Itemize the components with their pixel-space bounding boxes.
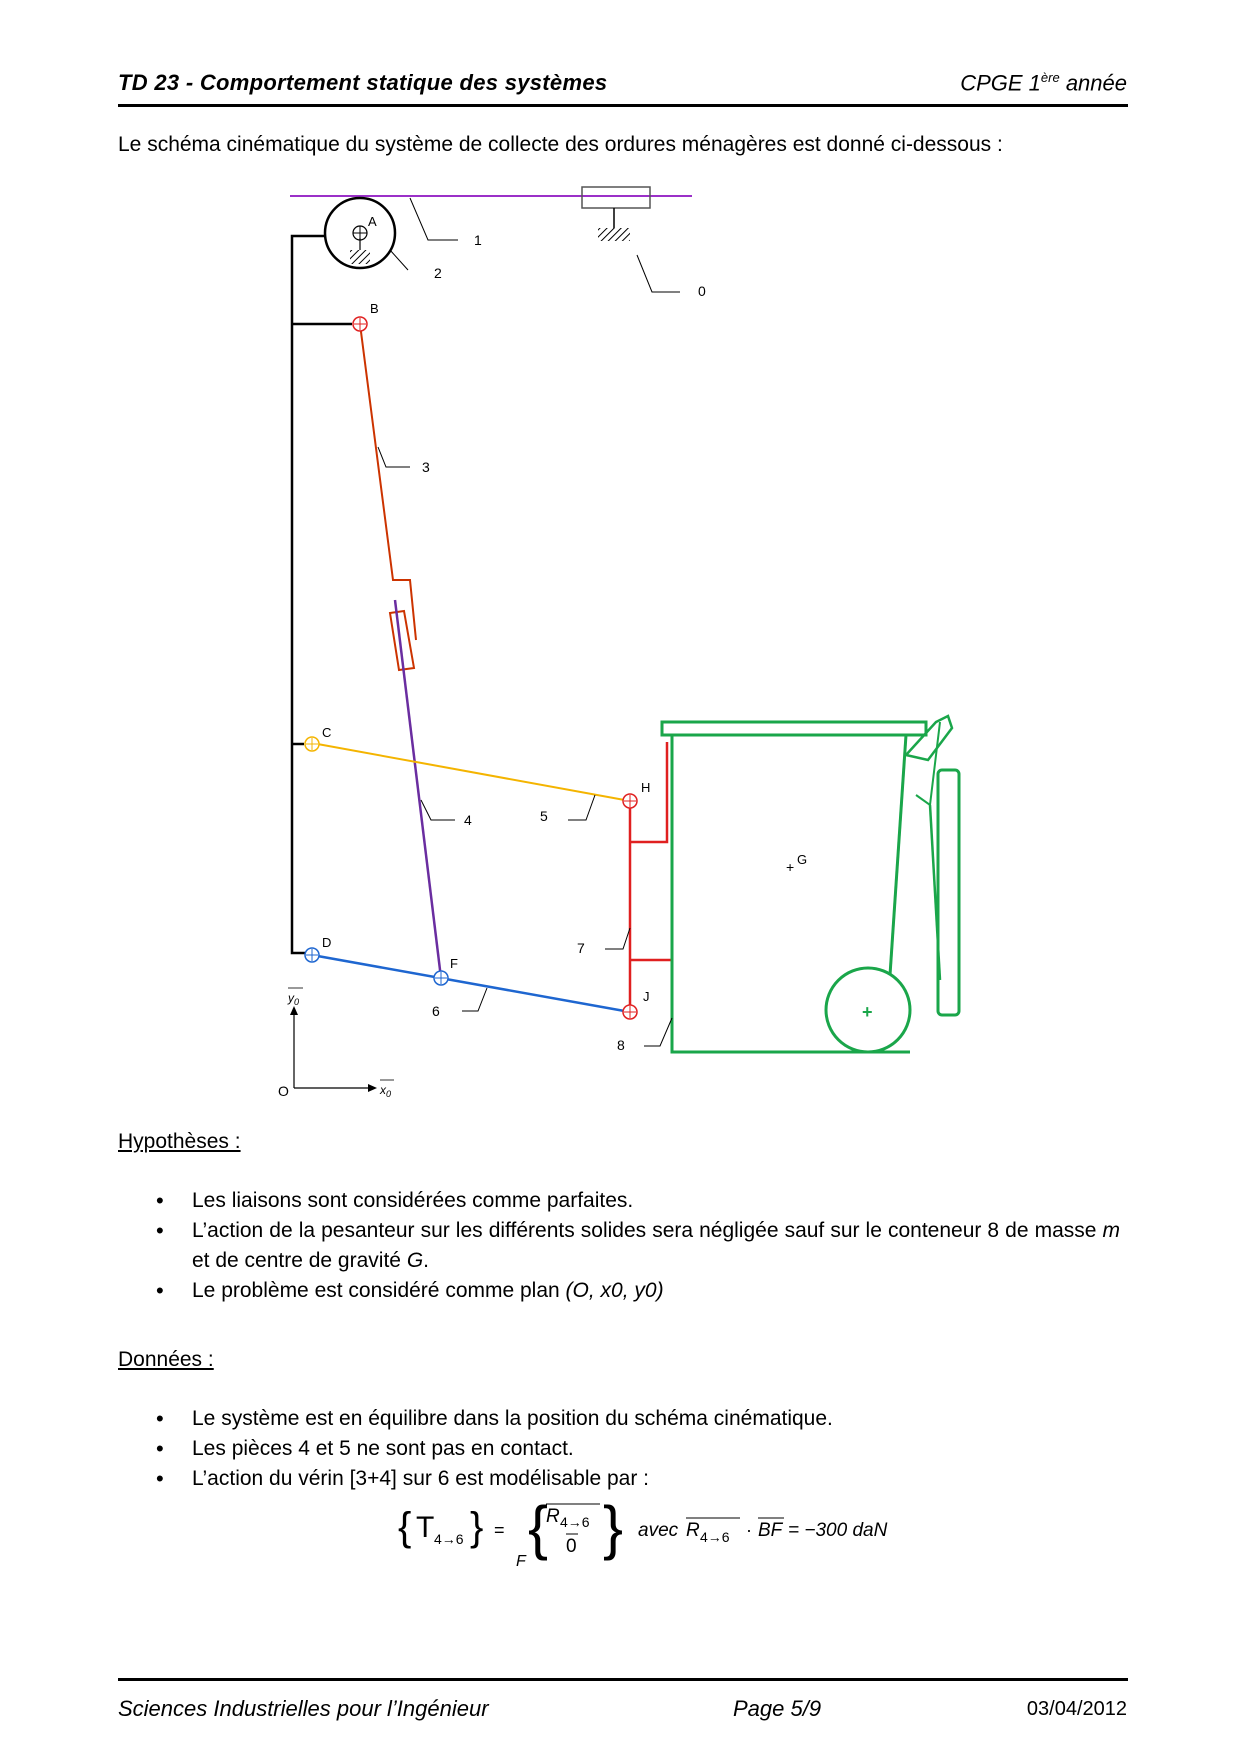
ground-hatch-0 <box>598 228 630 241</box>
pivot-C <box>305 737 319 751</box>
axis-y0-label: $y_0$ <box>288 991 300 1007</box>
label-part7: 7 <box>577 940 585 956</box>
pivot-B <box>353 317 367 331</box>
torseur-subscript: 4→6 <box>434 1531 464 1547</box>
label-A: A <box>368 214 377 229</box>
container-lid <box>662 722 926 735</box>
donnee-item <box>150 1404 1120 1434</box>
footer-rule <box>118 1678 1128 1681</box>
pivot-F <box>434 971 448 985</box>
hypothesis-text: Le problème est considéré comme plan <box>192 1279 560 1302</box>
vector-bf: BF <box>758 1520 783 1541</box>
label-part4: 4 <box>464 812 472 828</box>
resultant-subscript: 4→6 <box>560 1514 590 1530</box>
brace-left: { <box>398 1505 412 1549</box>
brace-right: } <box>470 1505 484 1549</box>
level-suffix: année <box>1059 70 1127 96</box>
moment-zero: 0 <box>566 1536 577 1557</box>
brace-left-2: { <box>528 1494 549 1561</box>
donnee-text: L’action du vérin [3+4] sur 6 est modélisable par : <box>192 1467 650 1490</box>
dot-resultant: R <box>686 1520 700 1541</box>
slider-part0 <box>582 187 650 208</box>
ground-hatch-A <box>350 250 370 264</box>
diagram-labels <box>278 214 807 1099</box>
hypothesis-text: Les liaisons sont considérées comme parfaites. <box>192 1189 634 1212</box>
brace-right-2: } <box>603 1494 624 1561</box>
label-part5: 5 <box>540 808 548 824</box>
label-O: O <box>278 1083 289 1099</box>
hypotheses-title: Hypothèses : <box>118 1130 241 1153</box>
torseur-symbol: T <box>416 1511 435 1544</box>
donnees-title: Données : <box>118 1348 214 1371</box>
label-G: G <box>797 852 808 867</box>
label-H: H <box>641 780 651 795</box>
mass-symbol: m <box>1102 1219 1120 1242</box>
resultant-symbol: R <box>546 1506 560 1527</box>
label-B: B <box>370 301 379 316</box>
equals-sign: = <box>494 1520 505 1540</box>
label-C: C <box>322 725 332 740</box>
label-part2: 2 <box>434 265 442 281</box>
cylinder-body-part3 <box>360 324 416 640</box>
torseur-formula <box>390 1490 950 1570</box>
label-J: J <box>643 989 650 1004</box>
link-part5 <box>312 743 630 801</box>
rod-part4 <box>395 600 441 978</box>
label-part6: 6 <box>432 1003 440 1019</box>
avec-text: avec <box>638 1520 679 1541</box>
hypotheses-list <box>150 1186 1120 1306</box>
hypothesis-item <box>150 1276 1120 1306</box>
gravity-center-mark: + <box>786 859 795 875</box>
pivot-H <box>623 794 637 808</box>
torseur-point: F <box>516 1553 526 1570</box>
container-back <box>890 735 906 975</box>
gravity-symbol: G <box>406 1249 424 1272</box>
hypothesis-text-2: et de centre de gravité <box>192 1249 401 1272</box>
label-part8: 8 <box>617 1037 625 1053</box>
label-part3: 3 <box>422 459 430 475</box>
label-part0: 0 <box>698 283 706 299</box>
hypothesis-item: • L’action de la pesanteur sur les différents solides sera négligée sauf sur le conteneur 8 de masse m et de centre de gravité G. <box>150 1216 1120 1276</box>
donnees-list <box>150 1404 1120 1494</box>
level-text: CPGE 1 <box>960 70 1041 96</box>
footer-course: Sciences Industrielles pour l’Ingénieur <box>118 1696 489 1721</box>
label-D: D <box>322 935 332 950</box>
footer-date: 03/04/2012 <box>1026 1698 1127 1720</box>
footer-page: Page 5/9 <box>733 1696 822 1721</box>
donnee-text: Le système est en équilibre dans la position du schéma cinématique. <box>192 1407 833 1430</box>
label-F: F <box>450 956 458 971</box>
leader-lines <box>378 198 680 1046</box>
axis-system <box>287 988 394 1099</box>
hypothesis-item <box>150 1186 1120 1216</box>
wheel-center-mark: + <box>862 1002 873 1022</box>
plane-symbol: (O, x0, y0) <box>565 1279 664 1302</box>
force-value: = −300 daN <box>788 1520 888 1541</box>
document-title: TD 23 - Comportement statique des systèmes <box>118 70 608 95</box>
intro-paragraph: Le schéma cinématique du système de collecte des ordures ménagères est donné ci-dessous : <box>118 133 1003 156</box>
dot-operator: · <box>746 1520 752 1540</box>
label-part1: 1 <box>474 232 482 248</box>
donnee-text: Les pièces 4 et 5 ne sont pas en contact. <box>192 1437 574 1460</box>
pivot-J <box>623 1005 637 1019</box>
link-part6 <box>312 955 630 1012</box>
level-sup: ère <box>1040 70 1060 85</box>
pivot-D <box>305 948 319 962</box>
axis-x0-label: $x_0$ <box>380 1083 392 1099</box>
frame-part <box>292 236 325 953</box>
donnee-item <box>150 1434 1120 1464</box>
dot-resultant-sub: 4→6 <box>700 1529 730 1545</box>
hypothesis-text: L’action de la pesanteur sur les différents solides sera négligée sauf sur le conteneur 8 de masse <box>192 1219 1097 1242</box>
